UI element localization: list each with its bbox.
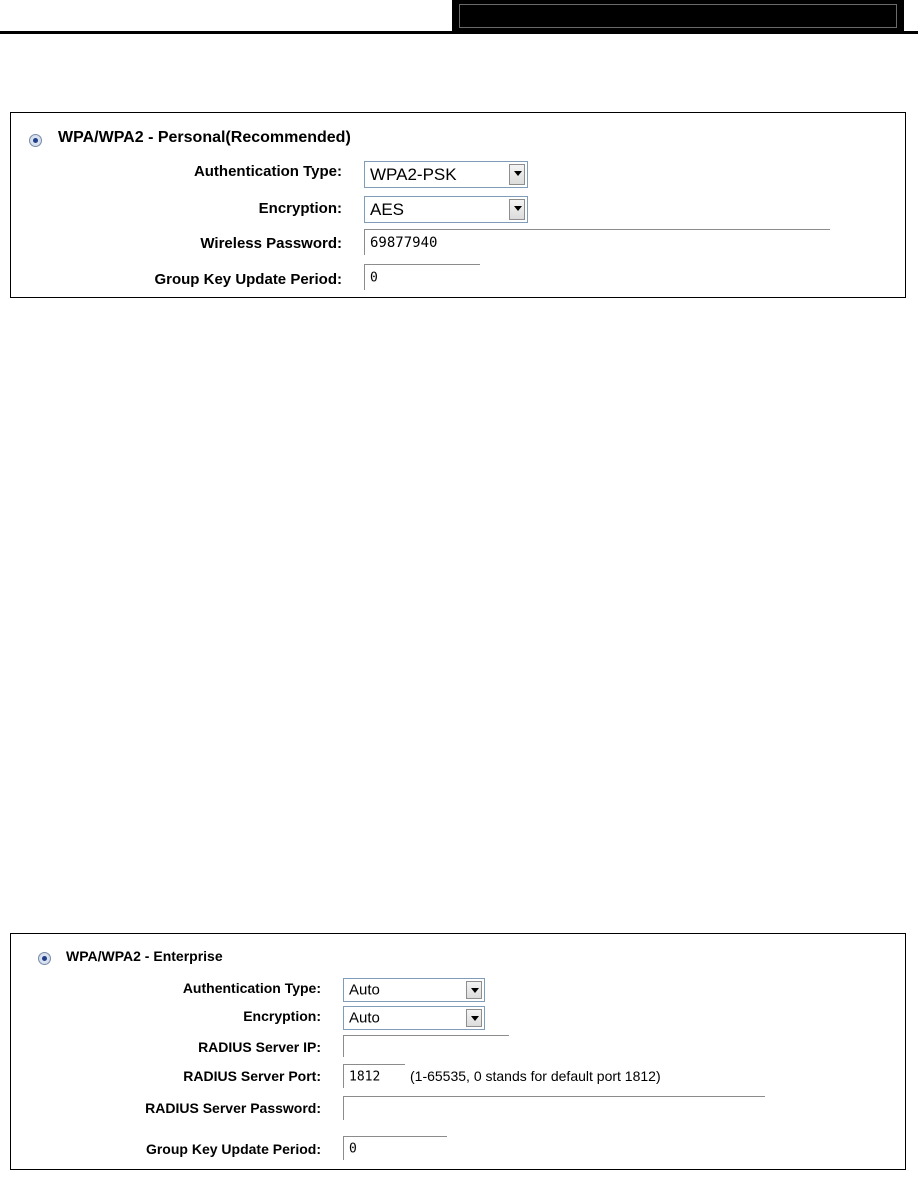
personal-auth-type-label: Authentication Type: xyxy=(193,163,342,180)
chevron-down-icon[interactable] xyxy=(466,981,482,999)
enterprise-auth-type-label: Authentication Type: xyxy=(182,980,321,996)
chevron-down-icon[interactable] xyxy=(509,199,525,220)
enterprise-group-key-input[interactable]: 0 xyxy=(343,1136,447,1160)
wpa-personal-radio[interactable] xyxy=(29,134,42,147)
radius-password-input[interactable] xyxy=(343,1096,765,1120)
enterprise-group-key-label: Group Key Update Period: xyxy=(145,1141,321,1157)
radius-password-label: RADIUS Server Password: xyxy=(145,1100,321,1116)
radius-port-input[interactable]: 1812 xyxy=(343,1064,405,1088)
header-bar xyxy=(452,0,904,32)
chevron-down-icon[interactable] xyxy=(466,1009,482,1027)
personal-auth-type-select[interactable]: WPA2-PSK xyxy=(364,161,528,188)
chevron-down-icon[interactable] xyxy=(509,164,525,185)
personal-password-input[interactable]: 69877940 xyxy=(364,229,830,255)
enterprise-auth-type-select[interactable]: Auto xyxy=(343,978,485,1002)
enterprise-encryption-label: Encryption: xyxy=(243,1008,321,1024)
personal-encryption-select[interactable]: AES xyxy=(364,196,528,223)
radius-port-label: RADIUS Server Port: xyxy=(183,1068,321,1084)
radius-ip-input[interactable] xyxy=(343,1035,509,1057)
radius-port-note: (1-65535, 0 stands for default port 1812) xyxy=(410,1068,661,1084)
wpa-enterprise-radio[interactable] xyxy=(38,952,51,965)
personal-group-key-input[interactable]: 0 xyxy=(364,264,480,290)
wpa-enterprise-panel xyxy=(10,933,906,1170)
wpa-enterprise-title: WPA/WPA2 - Enterprise xyxy=(66,948,223,964)
radius-ip-label: RADIUS Server IP: xyxy=(198,1039,321,1055)
personal-password-label: Wireless Password: xyxy=(200,235,342,252)
personal-encryption-label: Encryption: xyxy=(258,200,342,217)
wpa-personal-panel xyxy=(10,112,906,298)
header-rule xyxy=(0,31,918,34)
enterprise-encryption-select[interactable]: Auto xyxy=(343,1006,485,1030)
wpa-personal-title: WPA/WPA2 - Personal(Recommended) xyxy=(58,129,351,146)
personal-group-key-label: Group Key Update Period: xyxy=(154,271,342,288)
